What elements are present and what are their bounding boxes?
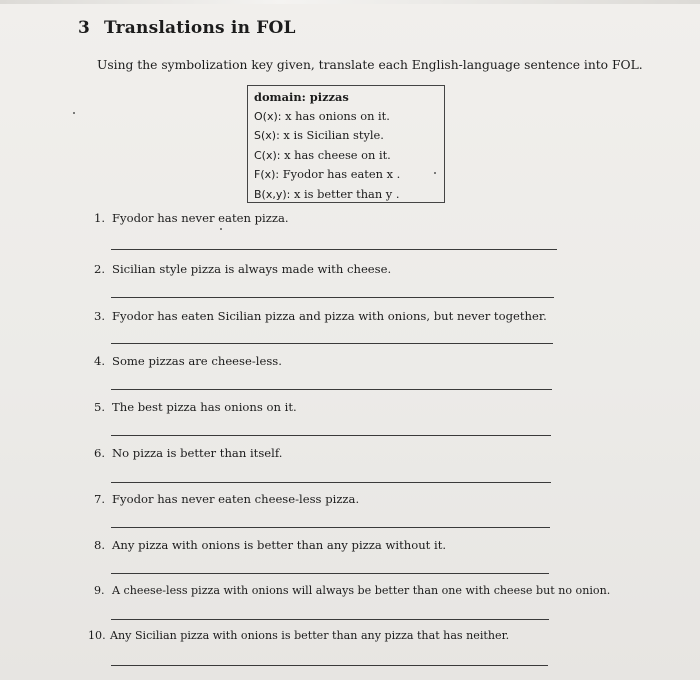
paper-speck (220, 228, 222, 230)
question-2: 2. Sicilian style pizza is always made with cheese. (94, 262, 392, 276)
instructions-text: Using the symbolization key given, translate each English-language sentence into FOL. (97, 58, 643, 72)
answer-line-3[interactable] (111, 343, 553, 344)
answer-line-4[interactable] (111, 389, 552, 390)
answer-line-7[interactable] (111, 527, 550, 528)
answer-line-8[interactable] (111, 573, 549, 574)
answer-line-2[interactable] (111, 297, 554, 298)
question-9: 9. A cheese-less pizza with onions will always be better than one with cheese but no onion. (94, 584, 611, 597)
answer-line-1[interactable] (111, 249, 557, 250)
question-7: 7. Fyodor has never eaten cheese-less pizza. (94, 492, 360, 506)
answer-line-10[interactable] (111, 665, 548, 666)
question-4: 4. Some pizzas are cheese-less. (94, 354, 282, 368)
question-6: 6. No pizza is better than itself. (94, 446, 283, 460)
key-entry-sicilian: S(x): x is Sicilian style. (254, 128, 384, 142)
question-8: 8. Any pizza with onions is better than any pizza without it. (94, 538, 447, 552)
key-entry-better: B(x,y): x is better than y . (254, 186, 400, 201)
question-3: 3. Fyodor has eaten Sicilian pizza and pizza with onions, but never together. (94, 309, 547, 323)
section-heading (78, 18, 296, 38)
symbolization-key-box (247, 85, 445, 203)
paper-speck (73, 112, 75, 114)
question-10: 10. Any Sicilian pizza with onions is better than any pizza that has neither. (88, 629, 510, 642)
section-number: 3 (78, 18, 91, 38)
answer-line-5[interactable] (111, 435, 551, 436)
key-entry-fyodor: F(x): Fyodor has eaten x . (254, 167, 401, 181)
key-entry-cheese: C(x): x has cheese on it. (254, 147, 391, 162)
question-1: 1. Fyodor has never eaten pizza. (94, 211, 289, 225)
answer-line-9[interactable] (111, 619, 549, 620)
page-edge (0, 0, 700, 4)
section-title: Translations in FOL (104, 18, 296, 38)
key-entry-onions: O(x): x has onions on it. (254, 108, 390, 123)
question-5: 5. The best pizza has onions on it. (94, 400, 297, 414)
paper-speck (434, 172, 436, 174)
answer-line-6[interactable] (111, 482, 551, 483)
key-domain: domain: pizzas (254, 90, 349, 104)
